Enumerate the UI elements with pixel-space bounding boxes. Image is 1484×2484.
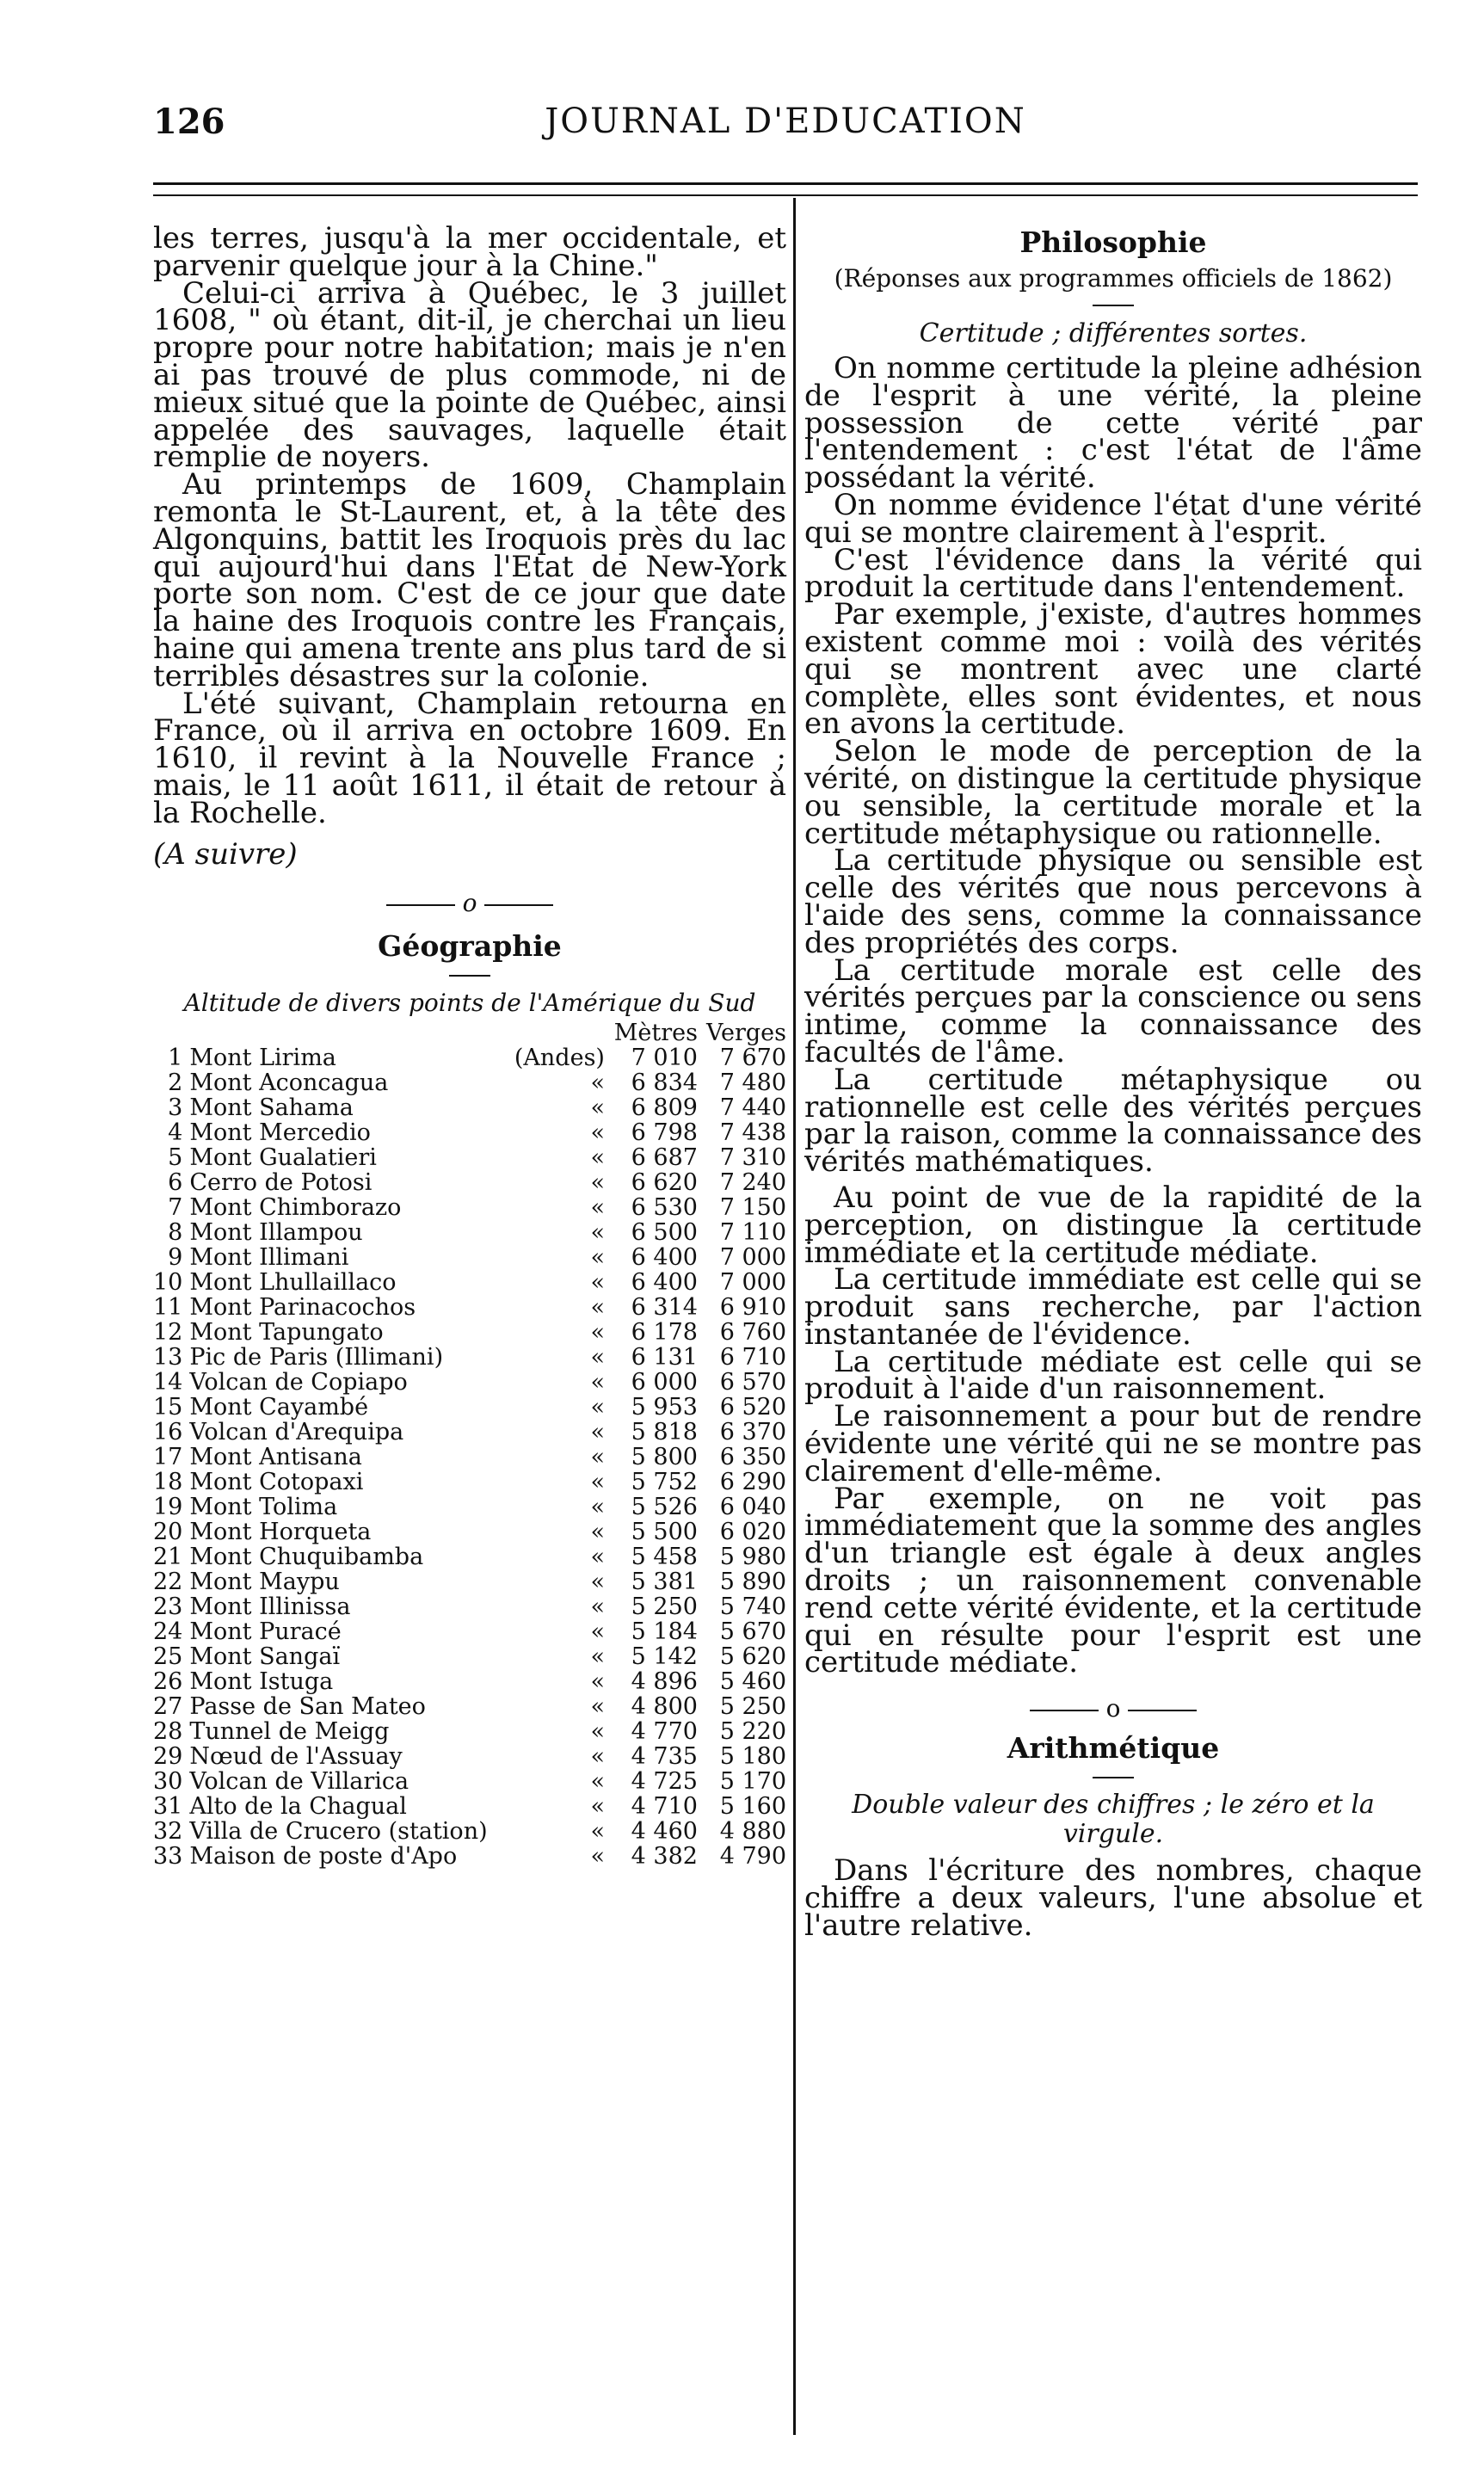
region-mark: « bbox=[590, 1369, 605, 1396]
altitude-verges: 6 370 bbox=[719, 1419, 786, 1446]
place-name: Mont Cotopaxi bbox=[189, 1469, 364, 1496]
region-mark: « bbox=[590, 1843, 605, 1871]
row-number: 11 bbox=[153, 1294, 183, 1322]
altitude-verges: 6 910 bbox=[719, 1294, 786, 1322]
place-name: Mont Cayambé bbox=[189, 1394, 369, 1421]
row-number: 30 bbox=[153, 1768, 183, 1796]
altitude-verges: 7 310 bbox=[719, 1144, 786, 1172]
table-row bbox=[153, 1619, 786, 1644]
table-row bbox=[153, 1719, 786, 1744]
table-row bbox=[153, 1794, 786, 1819]
region-mark: « bbox=[590, 1793, 605, 1821]
place-name: Mont Antisana bbox=[189, 1444, 362, 1471]
altitude-verges: 5 180 bbox=[719, 1743, 786, 1771]
section-separator: o bbox=[804, 1694, 1422, 1723]
altitude-metres: 5 381 bbox=[631, 1569, 698, 1596]
altitude-metres: 5 184 bbox=[631, 1618, 698, 1646]
altitude-verges: 5 250 bbox=[719, 1693, 786, 1721]
altitude-metres: 5 458 bbox=[631, 1544, 698, 1571]
row-number: 20 bbox=[153, 1519, 183, 1546]
altitude-verges: 5 160 bbox=[719, 1793, 786, 1821]
row-number: 32 bbox=[153, 1818, 183, 1846]
table-row bbox=[153, 1769, 786, 1794]
place-name: Cerro de Potosi bbox=[189, 1169, 373, 1197]
altitude-metres: 6 500 bbox=[631, 1219, 698, 1247]
place-name: Mont Lirima bbox=[189, 1045, 336, 1072]
altitude-metres: 5 752 bbox=[631, 1469, 698, 1496]
region-mark: « bbox=[590, 1768, 605, 1796]
left-column bbox=[153, 221, 786, 1871]
row-number: 2 bbox=[168, 1069, 183, 1097]
table-row bbox=[153, 1095, 786, 1120]
place-name: Volcan d'Arequipa bbox=[189, 1419, 404, 1446]
table-row bbox=[153, 1495, 786, 1519]
altitude-metres: 6 834 bbox=[631, 1069, 698, 1097]
row-number: 16 bbox=[153, 1419, 183, 1446]
row-number: 33 bbox=[153, 1843, 183, 1871]
paragraph: Dans l'écriture des nombres, chaque chiffre a deux valeurs, l'une absolue et l'autre relative. bbox=[804, 1853, 1422, 1943]
altitude-verges: 4 880 bbox=[719, 1818, 786, 1846]
table-row bbox=[153, 1220, 786, 1245]
page-header bbox=[153, 102, 1418, 153]
altitude-verges: 5 980 bbox=[719, 1544, 786, 1571]
column-divider bbox=[793, 198, 796, 2435]
region-mark: « bbox=[590, 1818, 605, 1846]
place-name: Mont Lhullaillaco bbox=[189, 1269, 397, 1297]
place-name: Mont Gualatieri bbox=[189, 1144, 377, 1172]
row-number: 24 bbox=[153, 1618, 183, 1646]
altitude-metres: 5 500 bbox=[631, 1519, 698, 1546]
place-name: Passe de San Mateo bbox=[189, 1693, 426, 1721]
table-row bbox=[153, 1170, 786, 1195]
altitude-verges: 7 240 bbox=[719, 1169, 786, 1197]
region-mark: « bbox=[590, 1319, 605, 1347]
region-mark: « bbox=[590, 1494, 605, 1521]
altitude-metres: 4 710 bbox=[631, 1793, 698, 1821]
table-row bbox=[153, 1070, 786, 1095]
certitude-heading: Certitude ; différentes sortes. bbox=[919, 318, 1308, 348]
place-name: Mont Horqueta bbox=[189, 1519, 372, 1546]
altitude-verges: 6 520 bbox=[719, 1394, 786, 1421]
altitude-verges: 7 000 bbox=[719, 1244, 786, 1272]
geography-title: Géographie bbox=[378, 929, 562, 964]
altitude-verges: 5 620 bbox=[719, 1643, 786, 1671]
arithmetic-title: Arithmétique bbox=[1007, 1731, 1220, 1766]
region-mark: « bbox=[590, 1469, 605, 1496]
paragraph: La certitude morale est celle des vérités perçues par la conscience ou sens intime, comme la connaissance des facultés de l'âme. bbox=[804, 952, 1422, 1069]
altitude-metres: 5 142 bbox=[631, 1643, 698, 1671]
row-number: 31 bbox=[153, 1793, 183, 1821]
table-row bbox=[153, 1569, 786, 1594]
altitude-verges: 6 710 bbox=[719, 1344, 786, 1371]
paragraph: Au printemps de 1609, Champlain remonta le St-Laurent, et, à la tête des Algonquins, battit les Iroquois près du lac qui aujourd'hui dans l'Etat de New-York porte son nom. C'est de ce jour que date la haine des Iroquois contre les Français, haine qui amena trente ans plus tard de si terribles désastres sur la colonie. bbox=[153, 467, 786, 693]
altitude-metres: 4 460 bbox=[631, 1818, 698, 1846]
altitude-metres: 4 800 bbox=[631, 1693, 698, 1721]
altitude-verges: 6 350 bbox=[719, 1444, 786, 1471]
region-mark: « bbox=[590, 1444, 605, 1471]
altitude-metres: 6 178 bbox=[631, 1319, 698, 1347]
region-mark: « bbox=[590, 1169, 605, 1197]
place-name: Mont Maypu bbox=[189, 1569, 340, 1596]
altitude-metres: 6 798 bbox=[631, 1119, 698, 1147]
region-mark: « bbox=[590, 1294, 605, 1322]
table-row bbox=[153, 1120, 786, 1145]
region-mark: « bbox=[590, 1743, 605, 1771]
paragraph: La certitude physique ou sensible est celle des vérités que nous percevons à l'aide des sens, comme la connaissance des propriétés des corps. bbox=[804, 843, 1422, 960]
altitude-metres: 4 382 bbox=[631, 1843, 698, 1871]
row-number: 27 bbox=[153, 1693, 183, 1721]
table-row bbox=[153, 1245, 786, 1270]
place-name: Volcan de Villarica bbox=[189, 1768, 409, 1796]
place-name: Mont Istuga bbox=[189, 1668, 334, 1696]
altitude-metres: 4 735 bbox=[631, 1743, 698, 1771]
altitude-verges: 7 000 bbox=[719, 1269, 786, 1297]
row-number: 10 bbox=[153, 1269, 183, 1297]
region-mark: « bbox=[590, 1519, 605, 1546]
region-mark: « bbox=[590, 1194, 605, 1222]
region-mark: « bbox=[590, 1144, 605, 1172]
place-name: Mont Chimborazo bbox=[189, 1194, 402, 1222]
region-mark: « bbox=[590, 1668, 605, 1696]
paragraph: On nomme évidence l'état d'une vérité qui se montre clairement à l'esprit. bbox=[804, 487, 1422, 550]
row-number: 19 bbox=[153, 1494, 183, 1521]
altitude-verges: 7 438 bbox=[719, 1119, 786, 1147]
table-row bbox=[153, 1744, 786, 1769]
row-number: 15 bbox=[153, 1394, 183, 1421]
altitude-verges: 7 150 bbox=[719, 1194, 786, 1222]
altitude-verges: 7 480 bbox=[719, 1069, 786, 1097]
paragraph: Celui-ci arriva à Québec, le 3 juillet 1608, " où étant, dit-il, je cherchai un lieu propre pour notre habitation; mais je n'en ai pas trouvé de plus commode, ni de mieux situé que la pointe de Québec, ainsi appelée des sauvages, laquelle était remplie de noyers. bbox=[153, 275, 786, 475]
paragraph: Selon le mode de perception de la vérité, on distingue la certitude physique ou sensible, la certitude morale et la certitude métaphysique ou rationnelle. bbox=[804, 734, 1422, 851]
table-row bbox=[153, 1370, 786, 1395]
altitude-verges: 4 790 bbox=[719, 1843, 786, 1871]
title-rule bbox=[1093, 305, 1134, 306]
altitude-verges: 6 020 bbox=[719, 1519, 786, 1546]
altitude-metres: 6 809 bbox=[631, 1094, 698, 1122]
altitude-verges: 6 040 bbox=[719, 1494, 786, 1521]
place-name: Nœud de l'Assuay bbox=[189, 1743, 403, 1771]
altitude-metres: 6 530 bbox=[631, 1194, 698, 1222]
place-name: Villa de Crucero (station) bbox=[189, 1818, 488, 1846]
row-number: 13 bbox=[153, 1344, 183, 1371]
place-name: Mont Aconcagua bbox=[189, 1069, 389, 1097]
title-rule bbox=[1093, 1777, 1134, 1778]
paragraph: On nomme certitude la pleine adhésion de l'esprit à une vérité, la pleine possession de cette vérité par l'entendement : c'est l'état de l'âme possédant la vérité. bbox=[804, 351, 1422, 496]
region-mark: « bbox=[590, 1069, 605, 1097]
place-name: Tunnel de Meigg bbox=[189, 1718, 390, 1746]
altitude-verges: 7 670 bbox=[719, 1045, 786, 1072]
row-number: 7 bbox=[168, 1194, 183, 1222]
geography-subtitle: Altitude de divers points de l'Amérique du Sud bbox=[183, 989, 756, 1018]
altitude-metres: 5 526 bbox=[631, 1494, 698, 1521]
table-row bbox=[153, 1844, 786, 1869]
paragraph: les terres, jusqu'à la mer occidentale, et parvenir quelque jour à la Chine." bbox=[153, 221, 786, 283]
table-row bbox=[153, 1420, 786, 1445]
altitude-metres: 6 000 bbox=[631, 1369, 698, 1396]
row-number: 1 bbox=[168, 1045, 183, 1072]
altitude-verges: 6 570 bbox=[719, 1369, 786, 1396]
altitude-verges: 5 890 bbox=[719, 1569, 786, 1596]
row-number: 23 bbox=[153, 1593, 183, 1621]
place-name: Volcan de Copiapo bbox=[189, 1369, 408, 1396]
table-row bbox=[153, 1145, 786, 1170]
row-number: 8 bbox=[168, 1219, 183, 1247]
row-number: 9 bbox=[168, 1244, 183, 1272]
paragraph: C'est l'évidence dans la vérité qui produit la certitude dans l'entendement. bbox=[804, 542, 1422, 605]
column-header-verges: Verges bbox=[705, 1020, 786, 1047]
place-name: Mont Tapungato bbox=[189, 1319, 384, 1347]
place-name: Mont Sahama bbox=[189, 1094, 354, 1122]
arithmetic-heading: Double valeur des chiffres ; le zéro et la virgule. bbox=[852, 1790, 1375, 1850]
region-mark: « bbox=[590, 1394, 605, 1421]
section-separator: o bbox=[153, 889, 786, 917]
table-row bbox=[153, 1644, 786, 1669]
place-name: Mont Mercedio bbox=[189, 1119, 371, 1147]
altitude-metres: 6 400 bbox=[631, 1244, 698, 1272]
table-row bbox=[153, 1594, 786, 1619]
region-mark: « bbox=[590, 1693, 605, 1721]
altitude-metres: 4 725 bbox=[631, 1768, 698, 1796]
journal-title: JOURNAL D'EDUCATION bbox=[545, 102, 1026, 141]
altitude-verges: 7 440 bbox=[719, 1094, 786, 1122]
altitude-verges: 5 740 bbox=[719, 1593, 786, 1621]
row-number: 14 bbox=[153, 1369, 183, 1396]
region-mark: « bbox=[590, 1544, 605, 1571]
place-name: Mont Illinissa bbox=[189, 1593, 351, 1621]
altitude-metres: 5 250 bbox=[631, 1593, 698, 1621]
region-mark: « bbox=[590, 1094, 605, 1122]
table-row bbox=[153, 1819, 786, 1844]
altitude-metres: 5 953 bbox=[631, 1394, 698, 1421]
table-row bbox=[153, 1395, 786, 1420]
altitude-metres: 4 896 bbox=[631, 1668, 698, 1696]
paragraph: La certitude métaphysique ou rationnelle est celle des vérités perçues par la raison, comme la connaissance des vérités mathématiques. bbox=[804, 1062, 1422, 1180]
altitude-verges: 7 110 bbox=[719, 1219, 786, 1247]
region-mark: « bbox=[590, 1269, 605, 1297]
region-mark: « bbox=[590, 1419, 605, 1446]
region-mark: « bbox=[590, 1569, 605, 1596]
altitude-metres: 6 131 bbox=[631, 1344, 698, 1371]
table-row bbox=[153, 1270, 786, 1295]
altitude-metres: 6 314 bbox=[631, 1294, 698, 1322]
region-mark: (Andes) bbox=[514, 1045, 605, 1072]
header-rule-bottom bbox=[153, 194, 1418, 196]
to-be-continued: (A suivre) bbox=[153, 836, 298, 872]
row-number: 22 bbox=[153, 1569, 183, 1596]
paragraph: Le raisonnement a pour but de rendre évidente une vérité qui ne se montre pas clairement d'elle-même. bbox=[804, 1399, 1422, 1489]
row-number: 3 bbox=[168, 1094, 183, 1122]
altitude-metres: 6 687 bbox=[631, 1144, 698, 1172]
altitude-metres: 5 818 bbox=[631, 1419, 698, 1446]
row-number: 4 bbox=[168, 1119, 183, 1147]
row-number: 17 bbox=[153, 1444, 183, 1471]
altitude-verges: 6 290 bbox=[719, 1469, 786, 1496]
place-name: Mont Illimani bbox=[189, 1244, 349, 1272]
paragraph: L'été suivant, Champlain retourna en France, où il arriva en octobre 1609. En 1610, il revint à la Nouvelle France ; mais, le 11 août 1611, il était de retour à la Rochelle. bbox=[153, 686, 786, 830]
place-name: Alto de la Chagual bbox=[189, 1793, 407, 1821]
title-rule bbox=[449, 975, 490, 977]
region-mark: « bbox=[590, 1119, 605, 1147]
paragraph: Au point de vue de la rapidité de la perception, on distingue la certitude immédiate et la certitude médiate. bbox=[804, 1180, 1422, 1270]
table-row bbox=[153, 1694, 786, 1719]
altitude-metres: 6 400 bbox=[631, 1269, 698, 1297]
altitude-table bbox=[153, 1020, 786, 1869]
place-name: Pic de Paris (Illimani) bbox=[189, 1344, 444, 1371]
altitude-verges: 5 670 bbox=[719, 1618, 786, 1646]
row-number: 6 bbox=[168, 1169, 183, 1197]
region-mark: « bbox=[590, 1718, 605, 1746]
altitude-verges: 5 170 bbox=[719, 1768, 786, 1796]
philosophy-title: Philosophie bbox=[1019, 225, 1207, 259]
table-row bbox=[153, 1345, 786, 1370]
row-number: 28 bbox=[153, 1718, 183, 1746]
altitude-metres: 7 010 bbox=[631, 1045, 698, 1072]
altitude-metres: 4 770 bbox=[631, 1718, 698, 1746]
place-name: Mont Illampou bbox=[189, 1219, 363, 1247]
altitude-verges: 5 460 bbox=[719, 1668, 786, 1696]
region-mark: « bbox=[590, 1244, 605, 1272]
altitude-metres: 5 800 bbox=[631, 1444, 698, 1471]
region-mark: « bbox=[590, 1593, 605, 1621]
right-column bbox=[804, 225, 1422, 1943]
table-row bbox=[153, 1045, 786, 1070]
row-number: 26 bbox=[153, 1668, 183, 1696]
row-number: 21 bbox=[153, 1544, 183, 1571]
table-row bbox=[153, 1295, 786, 1320]
table-row bbox=[153, 1320, 786, 1345]
row-number: 5 bbox=[168, 1144, 183, 1172]
header-rule-top bbox=[153, 182, 1418, 185]
altitude-verges: 5 220 bbox=[719, 1718, 786, 1746]
paragraph: Par exemple, j'existe, d'autres hommes existent comme moi : voilà des vérités qui se montrent avec une clarté complète, elles sont évidentes, et nous en avons la certitude. bbox=[804, 597, 1422, 742]
row-number: 29 bbox=[153, 1743, 183, 1771]
table-row bbox=[153, 1519, 786, 1544]
table-row bbox=[153, 1445, 786, 1470]
place-name: Maison de poste d'Apo bbox=[189, 1843, 458, 1871]
table-row bbox=[153, 1544, 786, 1569]
paragraph: La certitude médiate est celle qui se produit à l'aide d'un raisonnement. bbox=[804, 1344, 1422, 1407]
place-name: Mont Puracé bbox=[189, 1618, 342, 1646]
region-mark: « bbox=[590, 1219, 605, 1247]
row-number: 25 bbox=[153, 1643, 183, 1671]
altitude-table-body bbox=[153, 1045, 786, 1869]
region-mark: « bbox=[590, 1643, 605, 1671]
place-name: Mont Chuquibamba bbox=[189, 1544, 424, 1571]
row-number: 12 bbox=[153, 1319, 183, 1347]
altitude-verges: 6 760 bbox=[719, 1319, 786, 1347]
table-row bbox=[153, 1470, 786, 1495]
column-header-metres: Mètres bbox=[613, 1020, 698, 1047]
paragraph: La certitude immédiate est celle qui se produit sans recherche, par l'action instantanée de l'évidence. bbox=[804, 1262, 1422, 1352]
page-number: 126 bbox=[153, 102, 225, 142]
table-row bbox=[153, 1195, 786, 1220]
table-row bbox=[153, 1669, 786, 1694]
table-header-row bbox=[153, 1020, 786, 1045]
place-name: Mont Sangaï bbox=[189, 1643, 341, 1671]
region-mark: « bbox=[590, 1344, 605, 1371]
place-name: Mont Parinacochos bbox=[189, 1294, 416, 1322]
paragraph: Par exemple, on ne voit pas immédiatement que la somme des angles d'un triangle est égale à deux angles droits ; un raisonnement convenable rend cette vérité évidente, et la certitude qui en résulte pour l'esprit est une certitude médiate. bbox=[804, 1481, 1422, 1680]
region-mark: « bbox=[590, 1618, 605, 1646]
philosophy-subtitle: (Réponses aux programmes officiels de 1862) bbox=[834, 264, 1393, 293]
row-number: 18 bbox=[153, 1469, 183, 1496]
altitude-metres: 6 620 bbox=[631, 1169, 698, 1197]
place-name: Mont Tolima bbox=[189, 1494, 338, 1521]
